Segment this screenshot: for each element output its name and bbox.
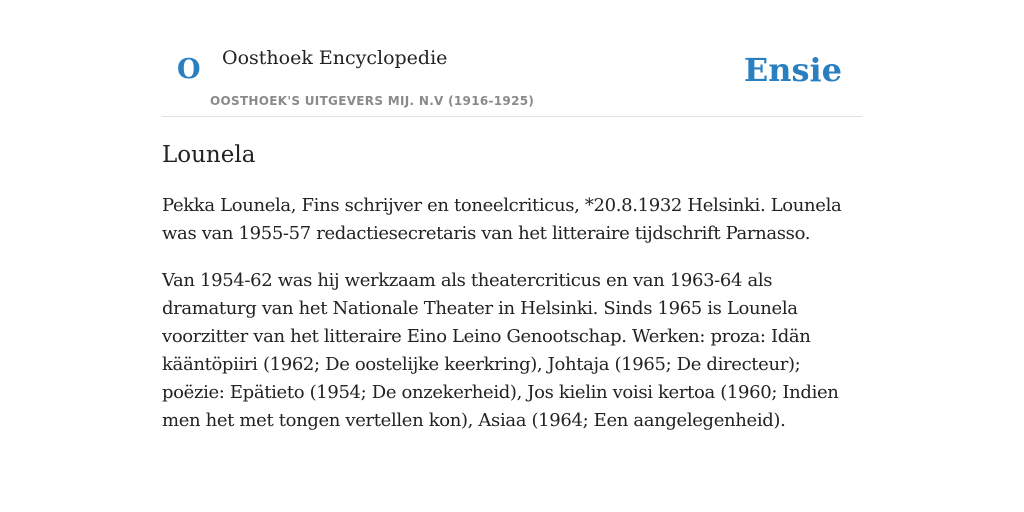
- article-body: [162, 192, 862, 454]
- site-title[interactable]: Oosthoek Encyclopedie: [222, 47, 448, 69]
- site-header: [162, 0, 862, 117]
- ensie-brand-link[interactable]: Ensie: [743, 51, 842, 89]
- publisher-label: OOSTHOEK'S UITGEVERS MIJ. N.V (1916-1925): [210, 94, 535, 108]
- article-paragraph: Pekka Lounela, Fins schrijver en toneelcriticus, *20.8.1932 Helsinki. Lounela was van 1955-57 redactiesecretaris van het litteraire tijdschrift Parnasso.: [162, 195, 842, 244]
- article-title: Lounela: [162, 142, 256, 168]
- article-paragraph: Van 1954-62 was hij werkzaam als theatercriticus en van 1963-64 als dramaturg van het Nationale Theater in Helsinki. Sinds 1965 is Lounela voorzitter van het litteraire Eino Leino Genootschap. Werken: proza: Idän kääntöpiiri (1962; De oostelijke keerkring), Johtaja (1965; De directeur); poëzie: Epätieto (1954; De onzekerheid), Jos kielin voisi kertoa (1960; Indien men het met tongen vertellen kon), Asiaa (1964; Een aangelegenheid).: [162, 270, 839, 431]
- page: [162, 0, 862, 431]
- oosthoek-logo-icon[interactable]: O: [177, 54, 201, 85]
